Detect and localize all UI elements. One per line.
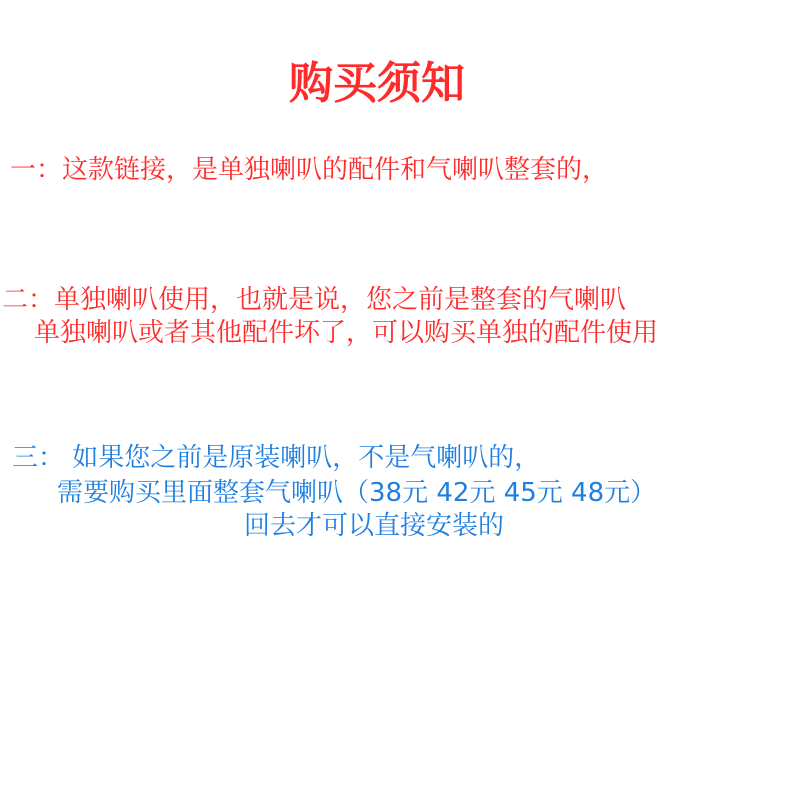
section-3-line-3: 回去才可以直接安装的 (244, 511, 505, 541)
section-2-line-2: 单独喇叭或者其他配件坏了，可以购买单独的配件使用 (34, 318, 659, 348)
notice-title: 购买须知 (289, 58, 465, 109)
section-3-line-2: 需要购买里面整套气喇叭（38元 42元 45元 48元） (57, 478, 657, 508)
section-1-line-1: 一：这款链接，是单独喇叭的配件和气喇叭整套的， (10, 155, 609, 185)
section-3-line-1: 三： 如果您之前是原装喇叭，不是气喇叭的， (12, 443, 541, 473)
section-2-line-1: 二：单独喇叭使用，也就是说，您之前是整套的气喇叭 (2, 285, 627, 315)
